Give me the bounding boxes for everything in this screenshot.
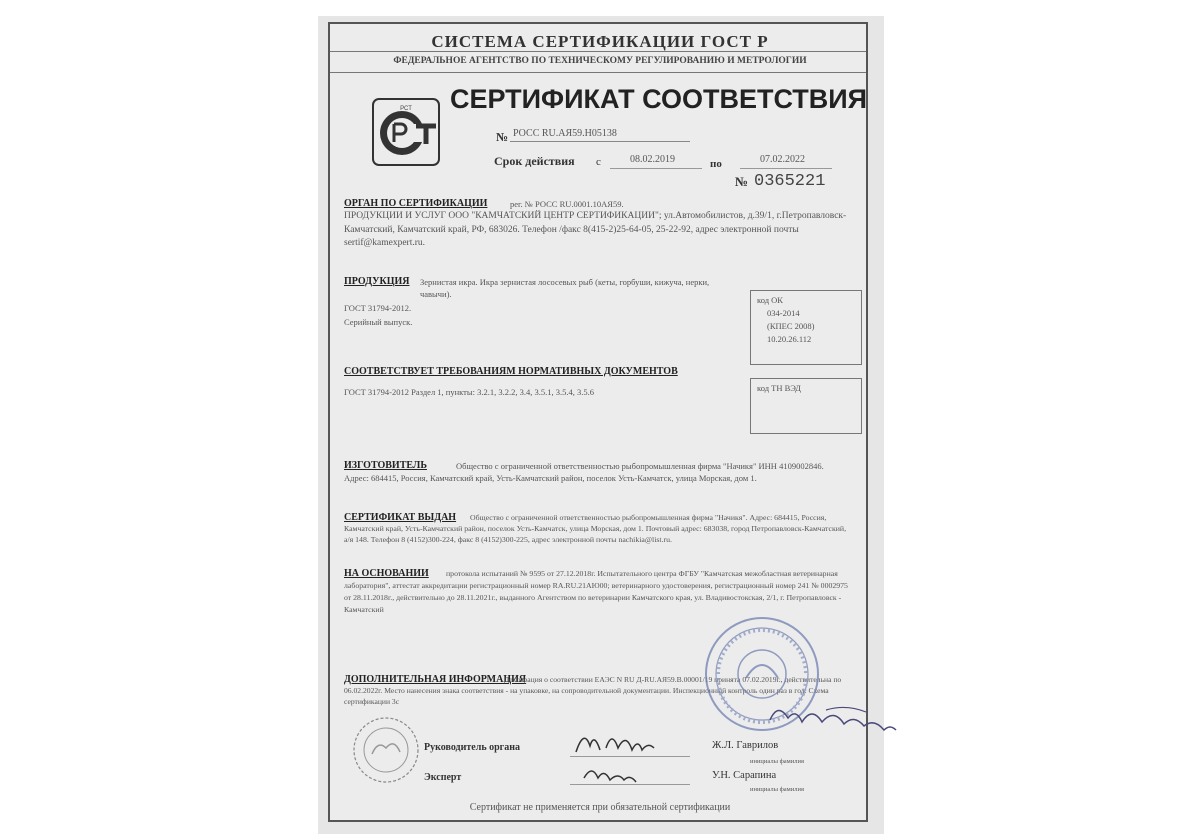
basis-heading: НА ОСНОВАНИИ	[344, 568, 429, 579]
head-name-caption: инициалы фамилия	[750, 758, 804, 765]
additional-info-text: Декларация о соответствии ЕАЭС N RU Д-RU.АЯ59.В.00001/19 принята 07.02.2019г., действительна по 06.02.2022г. Место нанесения знака соответствия - на упаковке, на сопроводительной документации. Инспекционный контроль один раз в год. Схема сертификации 3с	[344, 675, 842, 706]
certificate-title: СЕРТИФИКАТ СООТВЕТСТВИЯ	[450, 84, 868, 114]
system-title: СИСТЕМА СЕРТИФИКАЦИИ ГОСТ Р	[431, 32, 769, 51]
validity-from-prefix: с	[596, 156, 601, 168]
validity-from-date: 08.02.2019	[630, 154, 675, 165]
certification-body-heading: ОРГАН ПО СЕРТИФИКАЦИИ	[344, 198, 488, 209]
underline	[740, 168, 832, 169]
head-signature-label: Руководитель органа	[424, 742, 520, 753]
product-release: Серийный выпуск.	[344, 317, 413, 327]
number-label: №	[496, 130, 509, 144]
product-standard: ГОСТ 31794-2012.	[344, 303, 412, 313]
okpd-line: 034-2014	[767, 308, 800, 318]
product-heading: ПРОДУКЦИЯ	[344, 276, 410, 287]
validity-to-date: 07.02.2022	[760, 154, 805, 165]
handwritten-signature	[766, 698, 916, 732]
blank-number-label: №	[735, 174, 749, 189]
manufacturer-text: Общество с ограниченной ответственностью рыбопромышленная фирма "Начикя" ИНН 4109002846. Адрес: 684415, Россия, Камчатский край, Усть-Камчатский район, поселок Усть-Камчатск, улица Морская, дом 1.	[344, 461, 824, 483]
issued-to-heading: СЕРТИФИКАТ ВЫДАН	[344, 512, 457, 523]
compliance-heading: СООТВЕТСТВУЕТ ТРЕБОВАНИЯМ НОРМАТИВНЫХ ДОКУМЕНТОВ	[344, 366, 678, 377]
agency-name: ФЕДЕРАЛЬНОЕ АГЕНТСТВО ПО ТЕХНИЧЕСКОМУ РЕГУЛИРОВАНИЮ И МЕТРОЛОГИИ	[393, 56, 807, 66]
blank-number: 0365221	[754, 172, 826, 191]
certificate-number: РОСС RU.АЯ59.Н05138	[513, 128, 617, 139]
expert-signature-label: Эксперт	[424, 772, 462, 783]
divider	[330, 51, 866, 52]
manufacturer-heading: ИЗГОТОВИТЕЛЬ	[344, 460, 427, 471]
signature-line	[570, 756, 690, 757]
logo-lettering: РСТ	[400, 106, 412, 112]
signature-line	[570, 784, 690, 785]
validity-label: Срок действия	[494, 154, 575, 168]
validity-to-prefix: по	[710, 158, 722, 170]
gost-r-logo	[370, 96, 442, 168]
okpd-label: код ОК	[757, 295, 783, 305]
certificate-frame	[328, 22, 868, 822]
product-text: Зернистая икра. Икра зернистая лососевых рыб (кеты, горбуши, кижуча, нерки, чавычи).	[420, 277, 710, 299]
head-signature	[572, 726, 682, 760]
expert-name: У.Н. Сарапина	[712, 770, 777, 781]
divider	[330, 72, 866, 73]
compliance-text: ГОСТ 31794-2012 Раздел 1, пункты: 3.2.1, 3.2.2, 3.4, 3.5.1, 3.5.4, 3.5.6	[344, 387, 594, 397]
footer-note: Сертификат не применяется при обязательной сертификации	[469, 802, 731, 813]
expert-name-caption: инициалы фамилия	[750, 786, 804, 793]
additional-info-heading: ДОПОЛНИТЕЛЬНАЯ ИНФОРМАЦИЯ	[344, 674, 527, 685]
okpd-line: 10.20.26.112	[767, 334, 812, 344]
tnved-label: код ТН ВЭД	[757, 383, 801, 393]
certification-body-reg: рег. № РОСС RU.0001.10АЯ59.	[510, 199, 624, 209]
certification-body-text: ПРОДУКЦИИ И УСЛУГ ООО "КАМЧАТСКИЙ ЦЕНТР СЕРТИФИКАЦИИ"; ул.Автомобилистов, д.39/1, г.Петропавловск-Камчатский, Камчатский край, РФ, 683026. Телефон /факс 8(415-2)25-64-05, 25-22-92, адрес электронной почты sertif@kamexpert.ru.	[344, 211, 847, 248]
issued-to-text: Общество с ограниченной ответственностью рыбопромышленная фирма "Начикя". Адрес: 684415, Россия, Камчатский край, Усть-Камчатский район, поселок Усть-Камчатск, улица Морская, дом 1. Почтовый адрес: 683038, город Петропавловск-Камчатский, а/я 148. Телефон 8 (4152)300-224, факс 8 (4152)300-225, адрес электронной почты nachikia@list.ru.	[344, 513, 847, 544]
tnved-code-box	[750, 378, 862, 434]
basis-text: протокола испытаний № 9595 от 27.12.2018г. Испытательного центра ФГБУ "Камчатская межобластная ветеринарная лаборатория", аттестат аккредитации регистрационный номер RA.RU.21АЮ00; ветеринарного удостоверения, регистрационный номер 241 № 0002975 от 28.11.2018г., действительно до 28.11.2021г., выданного Агентством по ветеринарии Камчатского края, ул. Владивостокская, 2/1, г. Петропавловск - Камчатский	[344, 569, 848, 614]
okpd-code-box	[750, 290, 862, 365]
head-name: Ж.Л. Гаврилов	[712, 740, 779, 751]
mp-seal-placeholder	[350, 714, 422, 786]
underline	[510, 141, 690, 142]
underline	[610, 168, 702, 169]
okpd-line: (КПЕС 2008)	[767, 321, 815, 331]
